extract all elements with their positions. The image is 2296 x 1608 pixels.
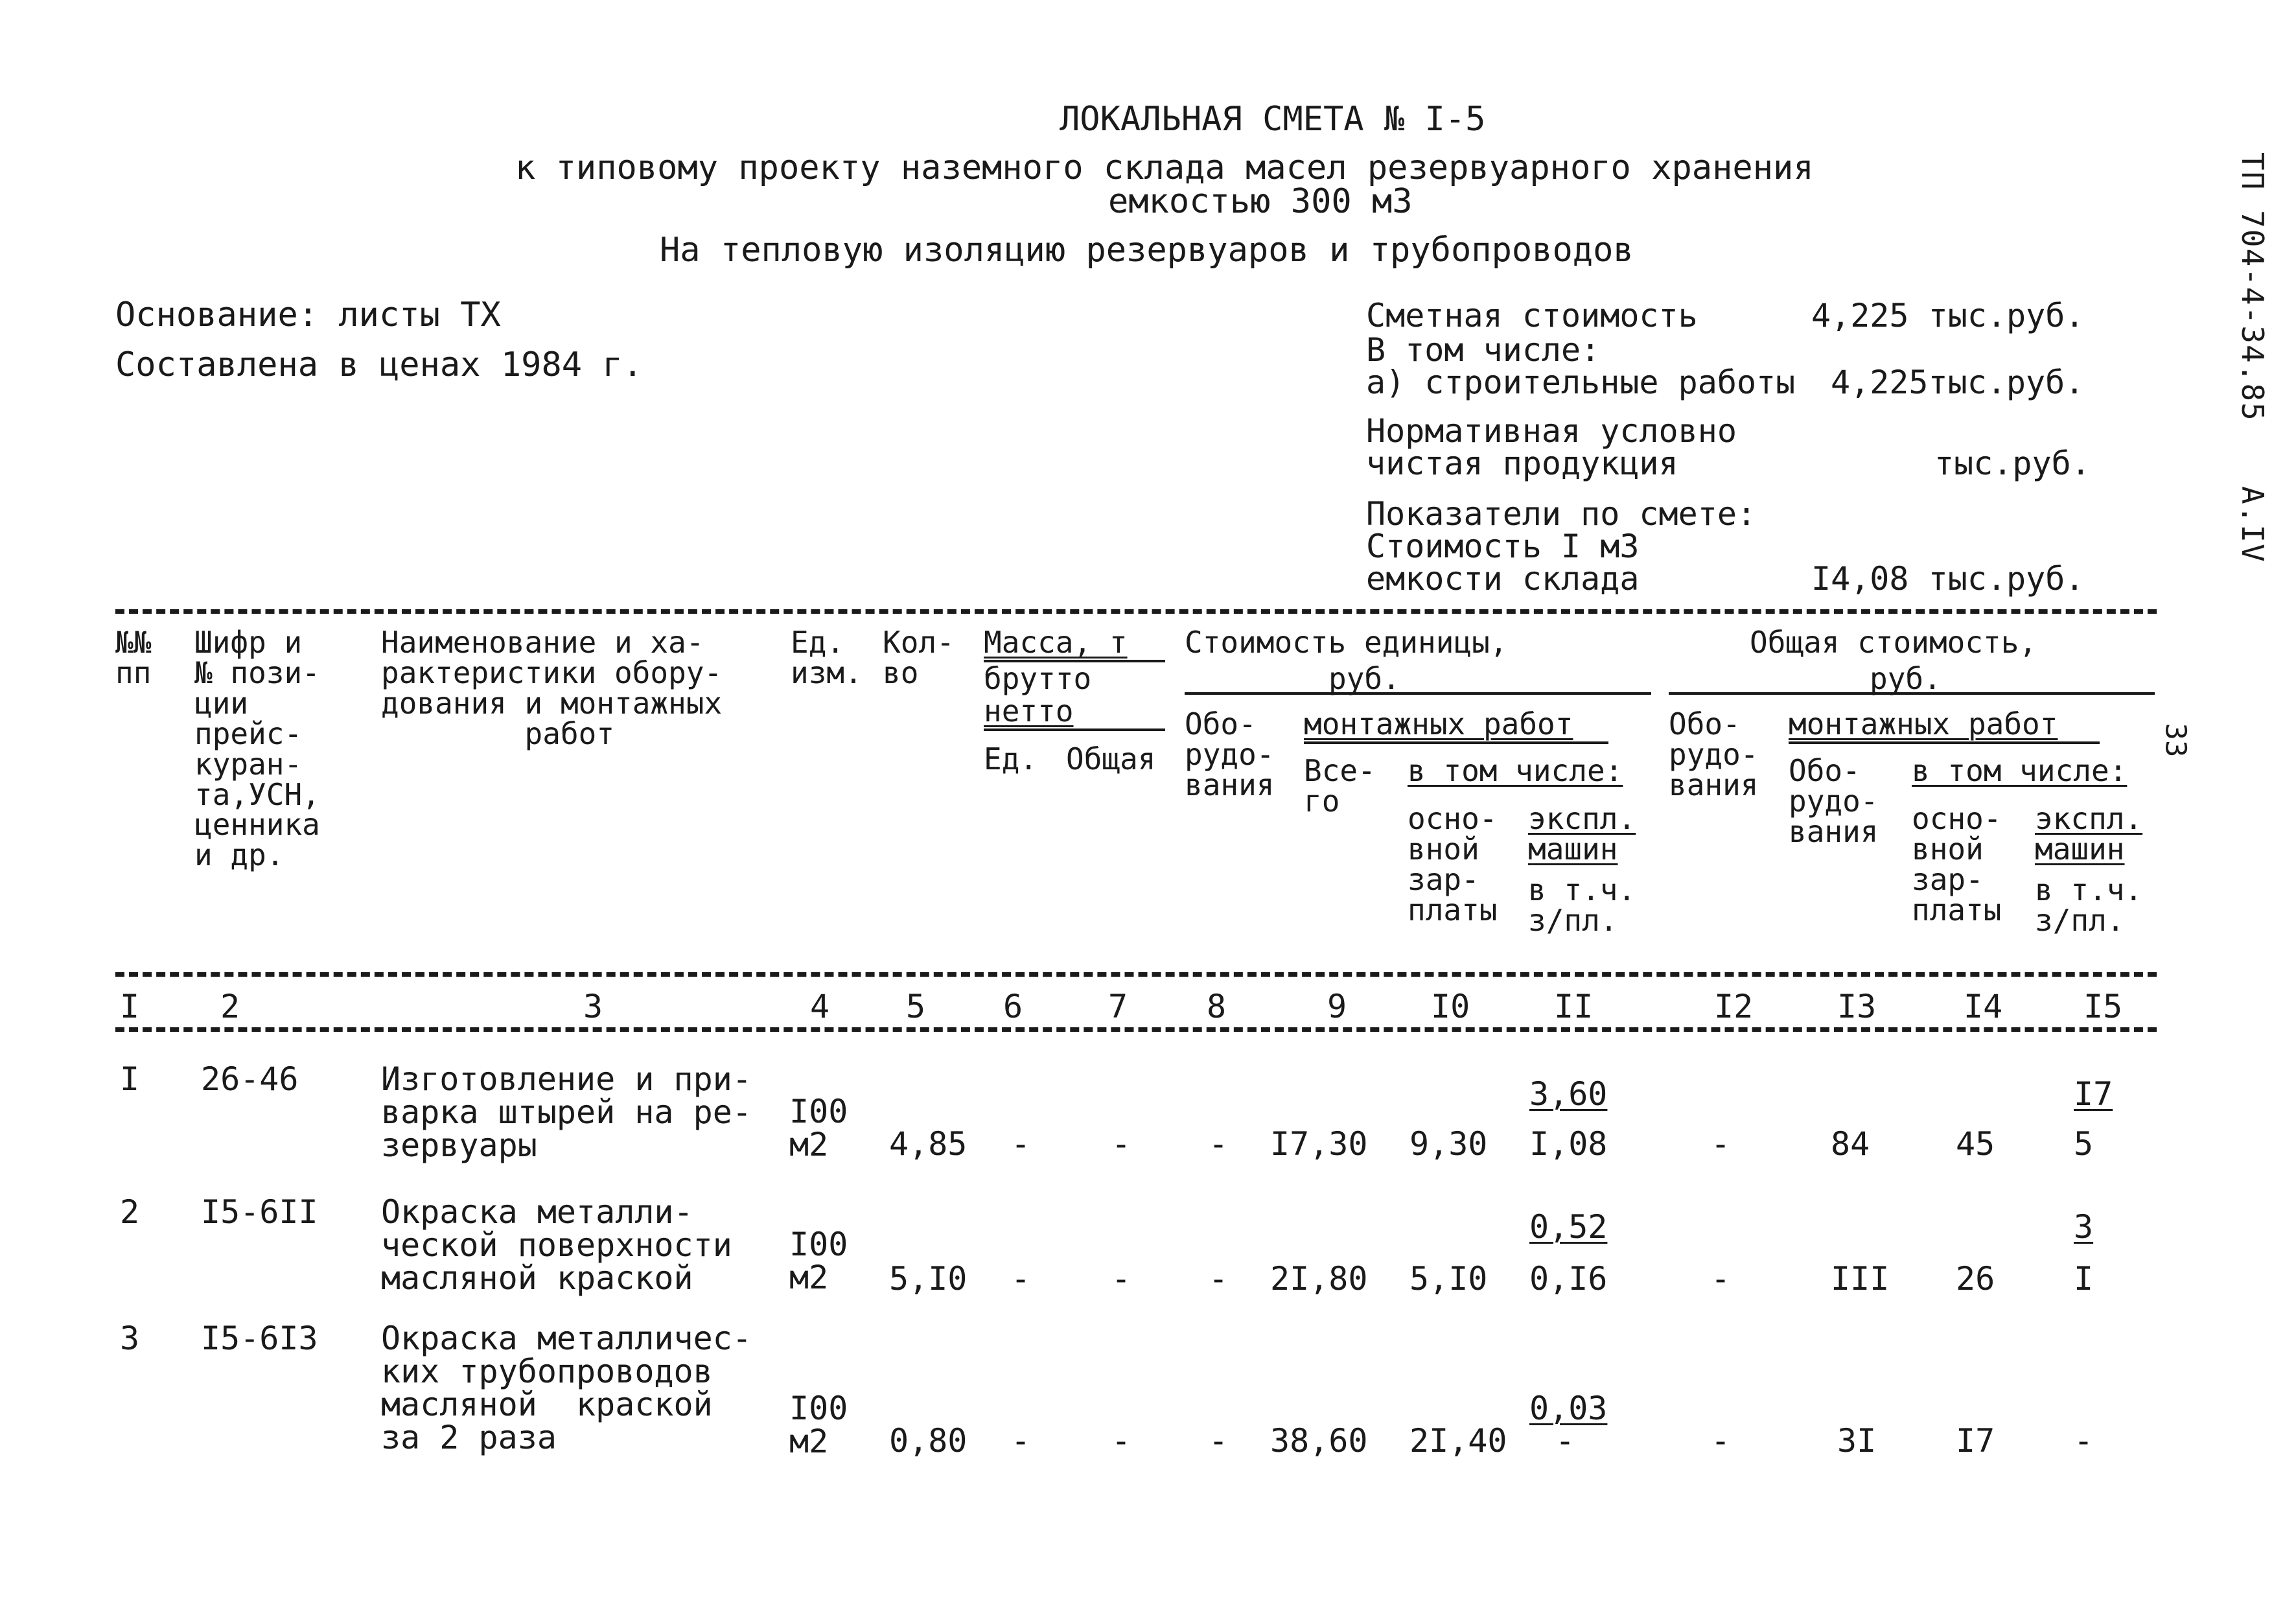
colnum-top-rule <box>115 972 2157 977</box>
colnum: 8 <box>1207 988 1227 1025</box>
colnum: I <box>120 988 140 1025</box>
header-total-incl: в том числе: <box>1912 753 2128 788</box>
row-unit: I00 м2 <box>789 1390 848 1460</box>
header-unit-incl: в том числе: <box>1408 753 1623 788</box>
table-top-rule <box>115 609 2157 614</box>
row-unit-mach-wage: I,08 <box>1529 1125 1608 1163</box>
header-unit-wage: осно- вной зар- платы <box>1408 801 1498 927</box>
header-col-name: Наименование и ха- рактеристики обору- дования и монтажных работ <box>381 625 723 751</box>
row-mass-total: - <box>1111 1125 1131 1163</box>
header-mass-total: Общая <box>1066 741 1156 776</box>
header-total-wage: осно- вной зар- платы <box>1912 801 2002 927</box>
colnum: 6 <box>1003 988 1023 1025</box>
row-mass-unit: - <box>1011 1260 1031 1298</box>
row-total-wage: 26 <box>1956 1260 1995 1298</box>
row-total-mach: I7 <box>2074 1075 2113 1113</box>
colnum: 5 <box>906 988 926 1025</box>
row-total-equip: - <box>1711 1422 1731 1460</box>
summary-build-label: а) строительные работы <box>1366 364 1796 401</box>
row-total-mach-wage: 5 <box>2074 1125 2094 1163</box>
colnum: 3 <box>583 988 603 1025</box>
header-col-unit: Ед. изм. <box>791 625 863 690</box>
row-mass-unit: - <box>1011 1125 1031 1163</box>
colnum: 4 <box>810 988 830 1025</box>
row-unit-mach-wage: - <box>1555 1422 1575 1460</box>
header-mass: Масса, т <box>984 625 1128 660</box>
prices-text: Составлена в ценах 1984 г. <box>115 345 643 384</box>
header-total-cost-rub: руб. <box>1870 661 1942 696</box>
header-total-all: Обо- рудо- вания <box>1789 753 1879 849</box>
doc-subtitle: к типовому проекту наземного склада масел резервуарного хранения <box>515 148 1814 187</box>
header-total-mach: экспл. машин <box>2035 801 2143 867</box>
row-name: Окраска металличес- ких трубопроводов масляной краской за 2 раза <box>381 1320 752 1456</box>
row-unit-wage: 2I,40 <box>1409 1422 1507 1460</box>
row-name: Окраска металли- ческой поверхности масляной краской <box>381 1193 732 1297</box>
header-col-code: Шифр и № пози- ции прейс- куран- та,УСН, ценника и др. <box>194 625 320 873</box>
row-unit-wage: 9,30 <box>1409 1125 1488 1163</box>
row-total-wage: 45 <box>1956 1125 1995 1163</box>
header-total-cost: Общая стоимость, <box>1750 625 2037 660</box>
side-doc-code: ТП 704-4-34.85 <box>2235 152 2270 422</box>
row-total-all: III <box>1831 1260 1890 1298</box>
row-qty: 4,85 <box>889 1125 968 1163</box>
colnum: I2 <box>1714 988 1754 1025</box>
total-mont-rule <box>1789 741 2100 744</box>
row-unit-mach: 0,52 <box>1529 1208 1608 1246</box>
row-unit-total: 2I,80 <box>1270 1260 1368 1298</box>
row-number: I <box>120 1060 140 1098</box>
summary-norm-label2: чистая продукция <box>1366 445 1678 482</box>
row-unit-mach: 3,60 <box>1529 1075 1608 1113</box>
colnum: I3 <box>1837 988 1877 1025</box>
total-cost-rule <box>1669 692 2155 695</box>
summary-norm-value: тыс.руб. <box>1934 445 2091 482</box>
row-total-equip: - <box>1711 1260 1731 1298</box>
row-code: I5-6I3 <box>201 1320 318 1357</box>
header-unit-total: Все- го <box>1304 753 1376 819</box>
row-unit-total: 38,60 <box>1270 1422 1368 1460</box>
header-unit-cost-rub: руб. <box>1328 661 1400 696</box>
unit-mont-rule <box>1304 741 1608 744</box>
row-number: 3 <box>120 1320 140 1357</box>
summary-cost-value: 4,225 тыс.руб. <box>1811 297 2085 334</box>
row-total-equip: - <box>1711 1125 1731 1163</box>
side-album: А.IV <box>2235 486 2270 563</box>
summary-indicator-line1: Стоимость I м3 <box>1366 528 1640 565</box>
row-unit-total: I7,30 <box>1270 1125 1368 1163</box>
row-total-mach: 3 <box>2074 1208 2094 1246</box>
colnum-bottom-rule <box>115 1027 2157 1032</box>
colnum: I5 <box>2083 988 2123 1025</box>
row-total-mach-wage: - <box>2074 1422 2094 1460</box>
row-unit-wage: 5,I0 <box>1409 1260 1488 1298</box>
header-mass-net: нетто <box>984 693 1074 728</box>
colnum: 2 <box>220 988 240 1025</box>
doc-subtitle-capacity: емкостью 300 м3 <box>1108 182 1413 221</box>
row-qty: 0,80 <box>889 1422 968 1460</box>
row-unit-mach: 0,03 <box>1529 1390 1608 1427</box>
header-total-mach-wage: в т.ч. з/пл. <box>2035 872 2143 938</box>
row-name: Изготовление и при- варка штырей на ре- зервуары <box>381 1060 752 1164</box>
header-unit-mont: монтажных работ <box>1304 706 1573 741</box>
row-unit: I00 м2 <box>789 1226 848 1296</box>
colnum: 9 <box>1327 988 1347 1025</box>
summary-build-value: 4,225тыс.руб. <box>1831 364 2085 401</box>
doc-title: ЛОКАЛЬНАЯ СМЕТА № I-5 <box>1060 100 1486 139</box>
summary-norm-label: Нормативная условно <box>1366 412 1737 450</box>
row-mass-unit: - <box>1011 1422 1031 1460</box>
doc-subtitle-scope: На тепловую изоляцию резервуаров и трубопроводов <box>660 231 1634 270</box>
colnum: II <box>1554 988 1594 1025</box>
basis-text: Основание: листы ТХ <box>115 296 501 334</box>
row-code: 26-46 <box>201 1060 299 1098</box>
side-page-number: 33 <box>2159 723 2192 758</box>
row-total-all: 84 <box>1831 1125 1870 1163</box>
header-col-number: №№ пп <box>115 625 152 690</box>
header-col-qty: Кол- во <box>883 625 955 690</box>
header-unit-equip: Обо- рудо- вания <box>1185 706 1275 802</box>
summary-indicator-value: I4,08 тыс.руб. <box>1811 560 2085 598</box>
header-mass-gross: брутто <box>984 661 1092 696</box>
mass-net-underline <box>984 728 1165 731</box>
header-unit-mach-wage: в т.ч. з/пл. <box>1528 872 1636 938</box>
summary-cost-label: Сметная стоимость <box>1366 297 1698 334</box>
row-total-all: 3I <box>1837 1422 1877 1460</box>
row-mass-total: - <box>1111 1260 1131 1298</box>
row-total-wage: I7 <box>1956 1422 1995 1460</box>
row-unit: I00 м2 <box>789 1093 848 1163</box>
summary-incl-label: В том числе: <box>1366 331 1601 369</box>
row-qty: 5,I0 <box>889 1260 968 1298</box>
colnum: 7 <box>1108 988 1128 1025</box>
row-equip: - <box>1209 1260 1229 1298</box>
summary-indicator-line2: емкости склада <box>1366 560 1640 598</box>
summary-indicators-label: Показатели по смете: <box>1366 495 1757 533</box>
row-total-mach-wage: I <box>2074 1260 2094 1298</box>
header-mass-unit: Ед. <box>984 741 1038 776</box>
row-number: 2 <box>120 1193 140 1231</box>
row-unit-mach-wage: 0,I6 <box>1529 1260 1608 1298</box>
header-unit-cost: Стоимость единицы, <box>1185 625 1508 660</box>
header-unit-mach: экспл. машин <box>1528 801 1636 867</box>
header-total-mont: монтажных работ <box>1789 706 2058 741</box>
unit-cost-rule <box>1185 692 1651 695</box>
row-equip: - <box>1209 1422 1229 1460</box>
header-total-equip: Обо- рудо- вания <box>1669 706 1759 802</box>
colnum: I4 <box>1964 988 2003 1025</box>
row-mass-total: - <box>1111 1422 1131 1460</box>
row-equip: - <box>1209 1125 1229 1163</box>
row-code: I5-6II <box>201 1193 318 1231</box>
colnum: I0 <box>1431 988 1470 1025</box>
